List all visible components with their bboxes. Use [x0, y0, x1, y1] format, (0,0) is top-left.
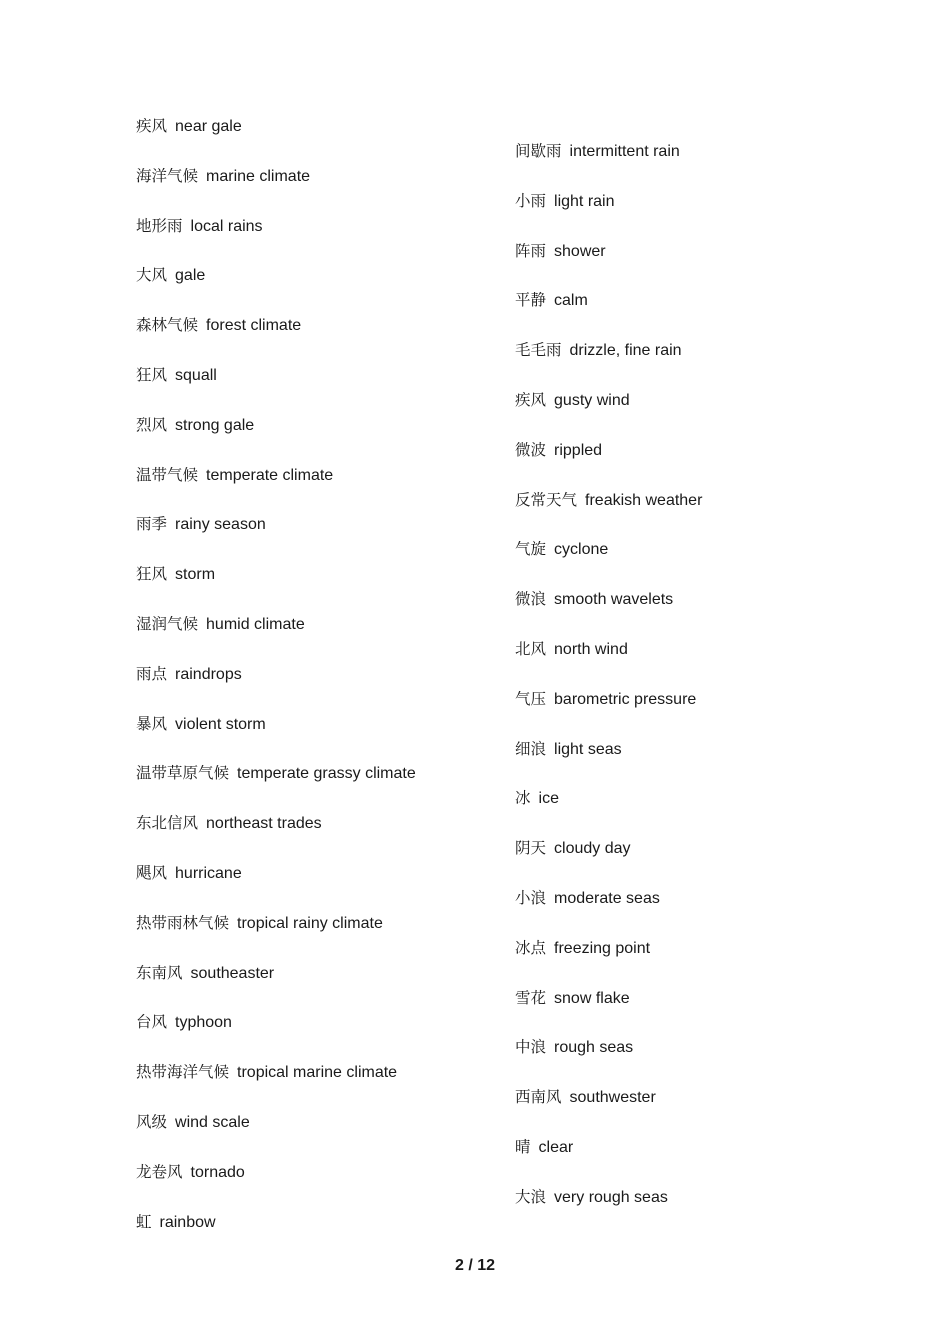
vocabulary-entry: [136, 314, 496, 364]
chinese-term: 气压: [515, 689, 547, 708]
vocabulary-entry: [136, 663, 496, 713]
vocabulary-entry: [515, 1086, 895, 1136]
vocabulary-entry: [136, 1011, 496, 1061]
left-vocabulary-column: [136, 115, 496, 1260]
chinese-term: 细浪: [515, 739, 547, 758]
english-term: tropical rainy climate: [237, 914, 383, 932]
english-term: squall: [175, 366, 217, 384]
vocabulary-entry: [136, 862, 496, 912]
chinese-term: 台风: [136, 1013, 168, 1032]
english-term: forest climate: [206, 317, 302, 335]
english-term: humid climate: [206, 615, 305, 633]
vocabulary-entry: [136, 1211, 496, 1261]
vocabulary-entry: [136, 962, 496, 1012]
chinese-term: 森林气候: [136, 316, 199, 335]
vocabulary-entry: [515, 1186, 895, 1236]
english-term: ice: [538, 790, 559, 808]
chinese-term: 北风: [515, 639, 547, 658]
english-term: typhoon: [175, 1014, 232, 1032]
english-term: rainy season: [175, 516, 266, 534]
chinese-term: 温带气候: [136, 465, 199, 484]
vocabulary-entry: [136, 414, 496, 464]
english-term: gale: [175, 267, 206, 285]
english-term: rainbow: [159, 1213, 216, 1231]
english-term: drizzle, fine rain: [569, 342, 682, 360]
english-term: cyclone: [554, 541, 609, 559]
english-term: hurricane: [175, 864, 242, 882]
vocabulary-entry: [515, 240, 895, 290]
english-term: very rough seas: [554, 1188, 668, 1206]
vocabulary-entry: [515, 190, 895, 240]
vocabulary-entry: [515, 638, 895, 688]
chinese-term: 东南风: [136, 963, 183, 982]
chinese-term: 湿润气候: [136, 614, 199, 633]
english-term: rippled: [554, 441, 603, 459]
chinese-term: 中浪: [515, 1038, 547, 1057]
page-number: 2 / 12: [454, 1257, 496, 1274]
chinese-term: 晴: [515, 1137, 531, 1156]
vocabulary-entry: [515, 738, 895, 788]
english-term: rough seas: [554, 1039, 634, 1057]
english-term: near gale: [175, 118, 242, 135]
vocabulary-entry: [136, 713, 496, 763]
vocabulary-entry: [136, 1161, 496, 1211]
vocabulary-entry: [136, 215, 496, 265]
vocabulary-entry: [515, 837, 895, 887]
english-term: intermittent rain: [569, 143, 680, 160]
chinese-term: 烈风: [136, 415, 168, 434]
english-term: snow flake: [554, 989, 630, 1007]
english-term: tornado: [190, 1163, 245, 1181]
vocabulary-entry: [515, 538, 895, 588]
vocabulary-entry: [136, 364, 496, 414]
chinese-term: 大浪: [515, 1187, 547, 1206]
chinese-term: 间歇雨: [515, 142, 562, 160]
english-term: storm: [175, 566, 216, 584]
chinese-term: 温带草原气候: [136, 764, 230, 783]
chinese-term: 龙卷风: [136, 1162, 183, 1181]
chinese-term: 狂风: [136, 365, 168, 384]
english-term: north wind: [554, 640, 628, 658]
vocabulary-entry: [136, 613, 496, 663]
vocabulary-entry: [515, 1136, 895, 1186]
chinese-term: 冰点: [515, 938, 547, 957]
right-vocabulary-column: [515, 140, 895, 1236]
chinese-term: 阵雨: [515, 241, 547, 260]
chinese-term: 地形雨: [136, 216, 183, 235]
chinese-term: 气旋: [515, 540, 547, 559]
english-term: barometric pressure: [554, 690, 697, 708]
vocabulary-entry: [136, 912, 496, 962]
vocabulary-entry: [515, 987, 895, 1037]
vocabulary-entry: [515, 887, 895, 937]
chinese-term: 热带海洋气候: [136, 1063, 230, 1082]
english-term: light rain: [554, 192, 615, 210]
english-term: gusty wind: [554, 391, 630, 409]
vocabulary-entry: [136, 1111, 496, 1161]
chinese-term: 微浪: [515, 590, 547, 609]
english-term: moderate seas: [554, 889, 660, 907]
chinese-term: 冰: [515, 789, 531, 808]
vocabulary-entry: [136, 762, 496, 812]
chinese-term: 海洋气候: [136, 166, 199, 185]
chinese-term: 飓风: [136, 863, 168, 882]
chinese-term: 雨点: [136, 664, 168, 683]
english-term: violent storm: [175, 715, 266, 733]
vocabulary-entry: [515, 1036, 895, 1086]
vocabulary-entry: [515, 339, 895, 389]
chinese-term: 小浪: [515, 888, 547, 907]
vocabulary-entry: [136, 812, 496, 862]
english-term: calm: [554, 292, 588, 310]
chinese-term: 雪花: [515, 988, 547, 1007]
chinese-term: 西南风: [515, 1088, 562, 1107]
vocabulary-entry: [515, 289, 895, 339]
chinese-term: 毛毛雨: [515, 341, 562, 360]
english-term: freezing point: [554, 939, 651, 957]
vocabulary-entry: [136, 464, 496, 514]
vocabulary-entry: [136, 563, 496, 613]
vocabulary-entry: [515, 688, 895, 738]
english-term: smooth wavelets: [554, 591, 674, 609]
english-term: northeast trades: [206, 815, 322, 833]
vocabulary-entry: [136, 165, 496, 215]
english-term: southeaster: [190, 964, 275, 982]
chinese-term: 暴风: [136, 714, 168, 733]
english-term: strong gale: [175, 416, 255, 434]
english-term: temperate climate: [206, 466, 334, 484]
vocabulary-entry: [515, 937, 895, 987]
chinese-term: 微波: [515, 440, 547, 459]
english-term: cloudy day: [554, 840, 631, 858]
chinese-term: 阴天: [515, 839, 547, 858]
english-term: light seas: [554, 740, 622, 758]
english-term: tropical marine climate: [237, 1064, 398, 1082]
chinese-term: 大风: [136, 266, 168, 285]
vocabulary-entry: [515, 140, 895, 190]
chinese-term: 疾风: [136, 117, 168, 135]
english-term: shower: [554, 242, 606, 260]
english-term: southwester: [569, 1089, 656, 1107]
english-term: clear: [538, 1138, 574, 1156]
english-term: temperate grassy climate: [237, 765, 416, 783]
chinese-term: 热带雨林气候: [136, 913, 230, 932]
english-term: marine climate: [206, 167, 311, 185]
vocabulary-entry: [136, 513, 496, 563]
vocabulary-entry: [136, 115, 496, 165]
chinese-term: 雨季: [136, 515, 168, 534]
english-term: wind scale: [175, 1113, 250, 1131]
chinese-term: 平静: [515, 291, 547, 310]
chinese-term: 疾风: [515, 390, 547, 409]
vocabulary-entry: [515, 588, 895, 638]
english-term: raindrops: [175, 665, 242, 683]
vocabulary-entry: [515, 489, 895, 539]
vocabulary-entry: [136, 264, 496, 314]
chinese-term: 风级: [136, 1112, 168, 1131]
chinese-term: 小雨: [515, 191, 547, 210]
chinese-term: 反常天气: [515, 490, 578, 509]
vocabulary-entry: [515, 439, 895, 489]
vocabulary-entry: [515, 787, 895, 837]
english-term: freakish weather: [585, 491, 703, 509]
vocabulary-entry: [136, 1061, 496, 1111]
chinese-term: 东北信风: [136, 814, 199, 833]
english-term: local rains: [190, 217, 263, 235]
vocabulary-entry: [515, 389, 895, 439]
chinese-term: 虹: [136, 1212, 152, 1231]
chinese-term: 狂风: [136, 565, 168, 584]
